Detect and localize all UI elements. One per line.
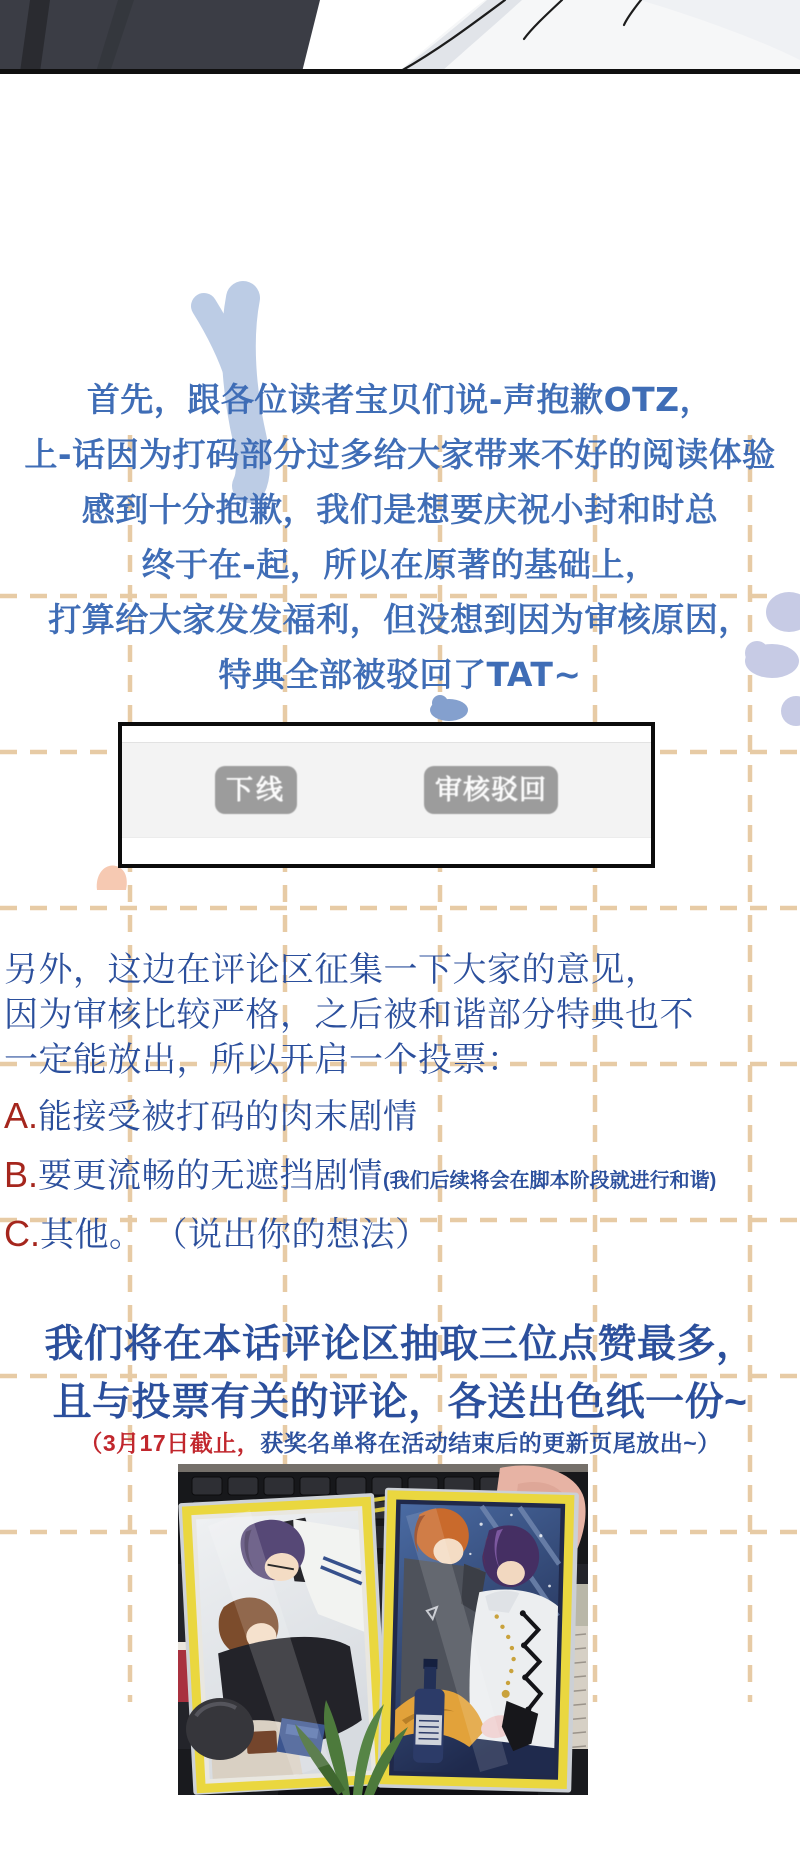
poll-intro-line-3: 一定能放出，所以开启一个投票： <box>4 1041 522 1079</box>
lottery-line-2: 且与投票有关的评论，各送出色纸一份~ <box>52 1381 748 1424</box>
poll-option-a <box>4 1086 800 1145</box>
option-a-text: 能接受被打码的肉末剧情 <box>38 1098 418 1136</box>
offline-status-button: 下线 <box>215 766 297 814</box>
poll-intro-block <box>4 948 800 1083</box>
option-b-text: 要更流畅的无遮挡剧情 <box>38 1157 384 1195</box>
apology-line-5: 打算给大家发发福利，但没想到因为审核原因， <box>48 600 752 639</box>
status-button-band <box>122 742 651 838</box>
option-c-text: 其他。 （说出你的想法） <box>40 1216 430 1254</box>
poll-intro-line-1: 另外，这边在评论区征集一下大家的意见， <box>4 951 660 989</box>
apology-line-6: 特典全部被驳回了TAT~ <box>218 655 582 694</box>
review-status-screenshot <box>118 722 655 868</box>
review-rejected-status-button: 审核驳回 <box>424 766 558 814</box>
comic-panel-strip <box>0 0 800 74</box>
poll-options-list <box>4 1086 800 1263</box>
poll-option-b <box>4 1145 800 1204</box>
apology-line-1: 首先，跟各位读者宝贝们说-声抱歉OTZ， <box>86 380 714 419</box>
poll-option-c <box>4 1204 800 1263</box>
apology-line-2: 上-话因为打码部分过多给大家带来不好的阅读体验 <box>24 435 776 474</box>
option-b-letter: B. <box>4 1154 39 1195</box>
deadline-rest: 获奖名单将在活动结束后的更新页尾放出~） <box>260 1430 721 1456</box>
lottery-line-1: 我们将在本话评论区抽取三位点赞最多， <box>44 1323 756 1366</box>
option-b-note: (我们后续将会在脚本阶段就进行和谐) <box>383 1170 717 1192</box>
poll-intro-line-2: 因为审核比较严格，之后被和谐部分特典也不 <box>4 996 694 1034</box>
apology-line-4: 终于在-起，所以在原著的基础上， <box>141 545 659 584</box>
apology-line-3: 感到十分抱歉，我们是想要庆祝小封和时总 <box>81 490 719 529</box>
option-c-letter: C. <box>4 1213 40 1254</box>
deadline-note <box>0 1428 800 1458</box>
deadline-date: （3月17日截止， <box>79 1430 261 1456</box>
apology-text-block <box>0 372 800 702</box>
shikishi-prize-photo <box>178 1464 588 1795</box>
option-a-letter: A. <box>4 1095 39 1136</box>
lottery-announcement <box>0 1316 800 1432</box>
